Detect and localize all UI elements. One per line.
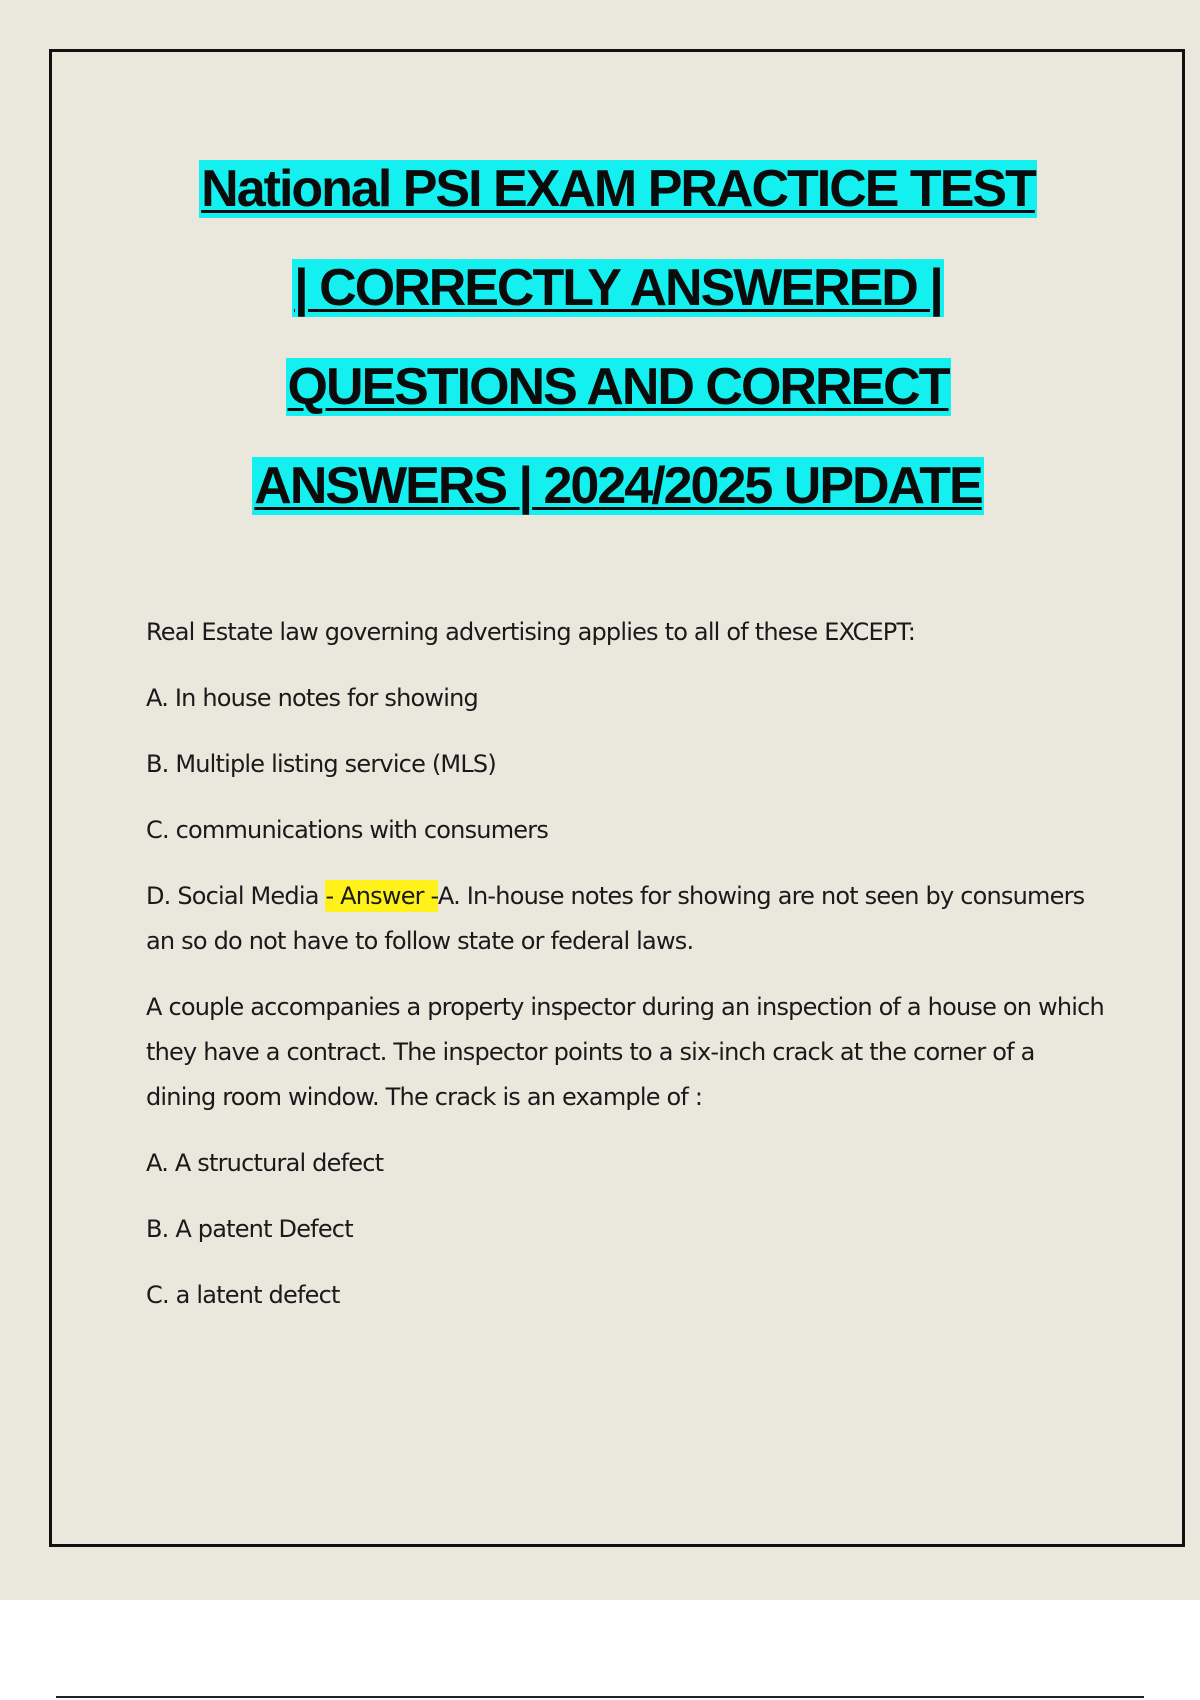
question-content — [146, 610, 1106, 1318]
question-1-prompt: Real Estate law governing advertising applies to all of these EXCEPT: — [146, 618, 915, 646]
title-line-4: ANSWERS | 2024/2025 UPDATE — [254, 457, 982, 515]
question-2-option-c: C. a latent defect — [146, 1281, 340, 1309]
title-line-2: | CORRECTLY ANSWERED | — [294, 259, 942, 317]
question-2-option-b: B. A patent Defect — [146, 1215, 353, 1243]
question-2-option-a: A. A structural defect — [146, 1149, 384, 1177]
question-1-option-d: D. Social Media — [146, 882, 326, 910]
title-line-1: National PSI EXAM PRACTICE TEST — [201, 160, 1035, 218]
title-line-3: QUESTIONS AND CORRECT — [287, 358, 949, 416]
footer-divider — [56, 1696, 1144, 1698]
question-2-prompt: A couple accompanies a property inspector during an inspection of a house on which they have a contract. The inspector points to a six-inch crack at the corner of a dining room window. The crack is an example of : — [146, 993, 1104, 1111]
question-1-option-b: B. Multiple listing service (MLS) — [146, 750, 496, 778]
question-1-option-a: A. In house notes for showing — [146, 684, 478, 712]
question-1-option-c: C. communications with consumers — [146, 816, 549, 844]
question-1-answer-text: A. In-house notes for showing are not seen by consumers an so do not have to follow state or federal laws. — [146, 882, 1085, 955]
question-1-option-d-with-answer — [146, 874, 1106, 964]
answer-label-highlight: - Answer - — [325, 882, 438, 910]
document-title — [100, 140, 1136, 536]
